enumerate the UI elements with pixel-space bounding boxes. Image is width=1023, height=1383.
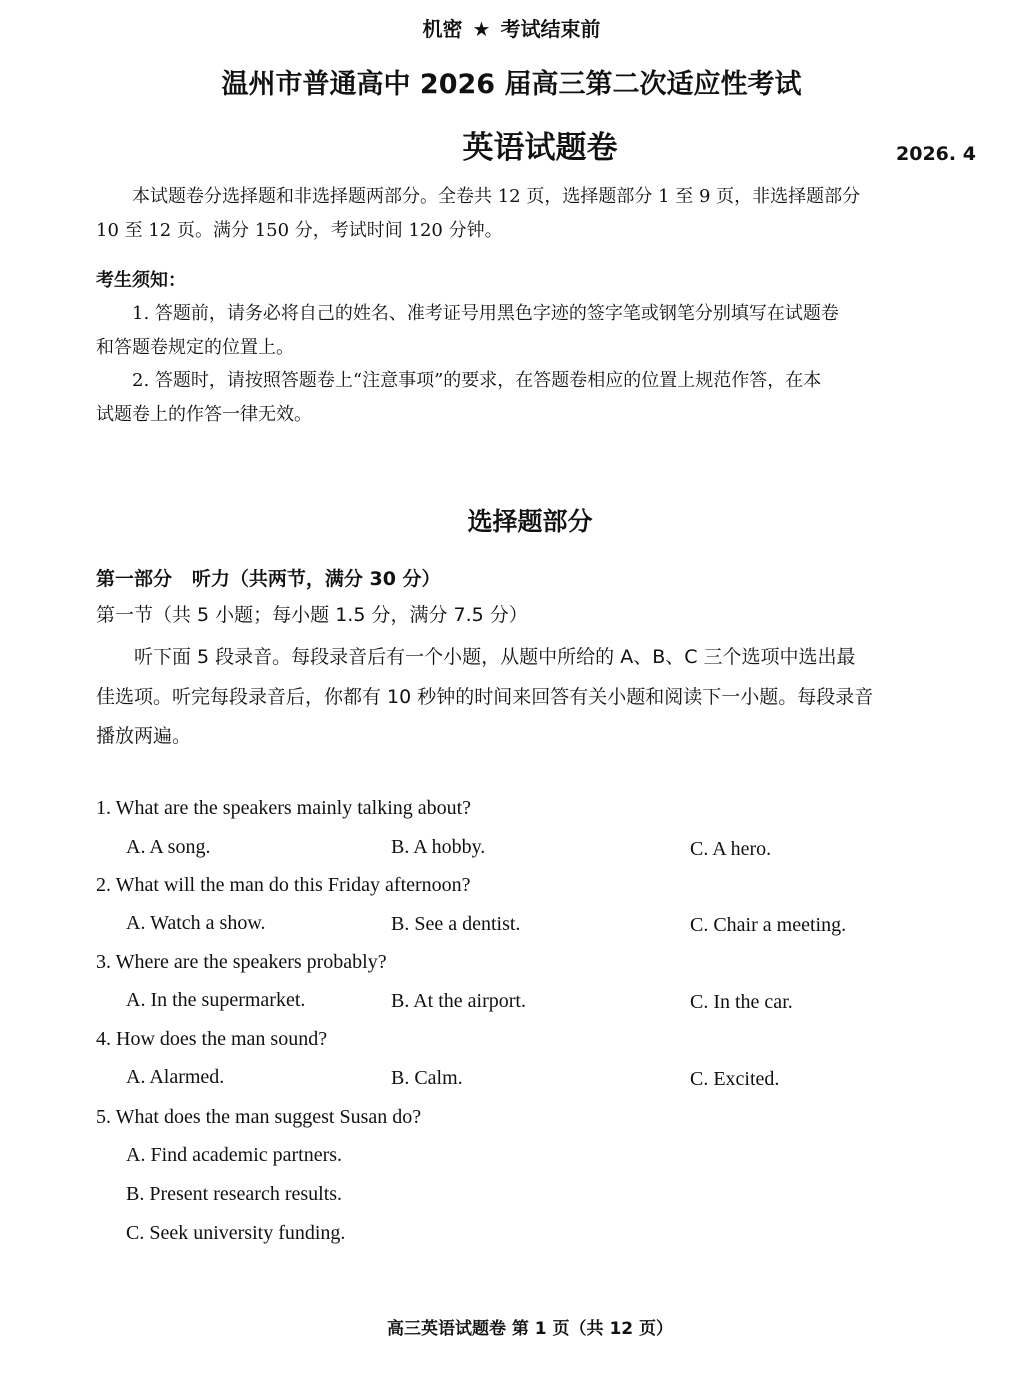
- question-3-option-a: A. In the supermarket.: [126, 989, 306, 1011]
- question-3-option-b: B. At the airport.: [391, 990, 526, 1012]
- instruction-2-line-1: 2. 答题时，请按照答题卷上“注意事项”的要求，在答题卷相应的位置上规范作答，在本: [132, 370, 822, 391]
- page-footer: 高三英语试题卷 第 1 页（共 12 页）: [386, 1319, 674, 1339]
- question-1: 1. What are the speakers mainly talking about?: [96, 797, 472, 819]
- confidential-header: [0, 14, 1023, 44]
- question-4-option-c: C. Excited.: [690, 1068, 780, 1090]
- question-2: 2. What will the man do this Friday afternoon?: [96, 874, 471, 896]
- question-2-option-a: A. Watch a show.: [126, 912, 266, 934]
- instruction-1-line-1: 1. 答题前，请务必将自己的姓名、准考证号用黑色字迹的签字笔或钢笔分别填写在试题卷: [132, 303, 839, 324]
- star-icon: ★: [472, 17, 491, 41]
- direction-line-1: 听下面 5 段录音。每段录音后有一个小题，从题中所给的 A、B、C 三个选项中选出最: [134, 646, 856, 668]
- section-title: 选择题部分: [467, 507, 593, 536]
- question-1-option-c: C. A hero.: [690, 838, 772, 860]
- question-1-option-a: A. A song.: [126, 836, 211, 858]
- question-5: 5. What does the man suggest Susan do?: [96, 1106, 422, 1128]
- part-1-label: 第一部分: [96, 568, 173, 590]
- paper-subtitle: 英语试题卷: [462, 130, 618, 166]
- exam-date: 2026. 4: [896, 143, 976, 165]
- intro-line-1: 本试题卷分选择题和非选择题两部分。全卷共 12 页，选择题部分 1 至 9 页，非选择题部分: [132, 186, 861, 207]
- instructions-heading: 考生须知：: [96, 270, 186, 291]
- question-2-option-c: C. Chair a meeting.: [690, 914, 847, 936]
- question-3-option-c: C. In the car.: [690, 991, 793, 1013]
- part-1-title: 听力（共两节，满分 30 分）: [191, 568, 441, 590]
- instruction-1-line-2: 和答题卷规定的位置上。: [96, 337, 294, 358]
- intro-line-2: 10 至 12 页。满分 150 分，考试时间 120 分钟。: [96, 220, 503, 241]
- question-5-option-c: C. Seek university funding.: [126, 1222, 346, 1244]
- question-4-option-a: A. Alarmed.: [126, 1066, 225, 1088]
- exam-title: 温州市普通高中 2026 届高三第二次适应性考试: [221, 69, 802, 100]
- question-3: 3. Where are the speakers probably?: [96, 951, 387, 973]
- question-1-option-b: B. A hobby.: [391, 836, 486, 858]
- confidential-note: 考试结束前: [500, 17, 601, 41]
- part-1-heading: [96, 564, 441, 594]
- question-5-option-b: B. Present research results.: [126, 1183, 343, 1205]
- part-1-subsection: 第一节（共 5 小题；每小题 1.5 分，满分 7.5 分）: [96, 604, 528, 626]
- question-2-option-b: B. See a dentist.: [391, 913, 521, 935]
- direction-line-3: 播放两遍。: [96, 725, 192, 747]
- direction-line-2: 佳选项。听完每段录音后，你都有 10 秒钟的时间来回答有关小题和阅读下一小题。每段录音: [96, 686, 874, 708]
- question-5-option-a: A. Find academic partners.: [126, 1144, 343, 1166]
- instruction-2-line-2: 试题卷上的作答一律无效。: [96, 404, 312, 425]
- question-4: 4. How does the man sound?: [96, 1028, 328, 1050]
- confidential-label: 机密: [422, 17, 463, 41]
- question-4-option-b: B. Calm.: [391, 1067, 463, 1089]
